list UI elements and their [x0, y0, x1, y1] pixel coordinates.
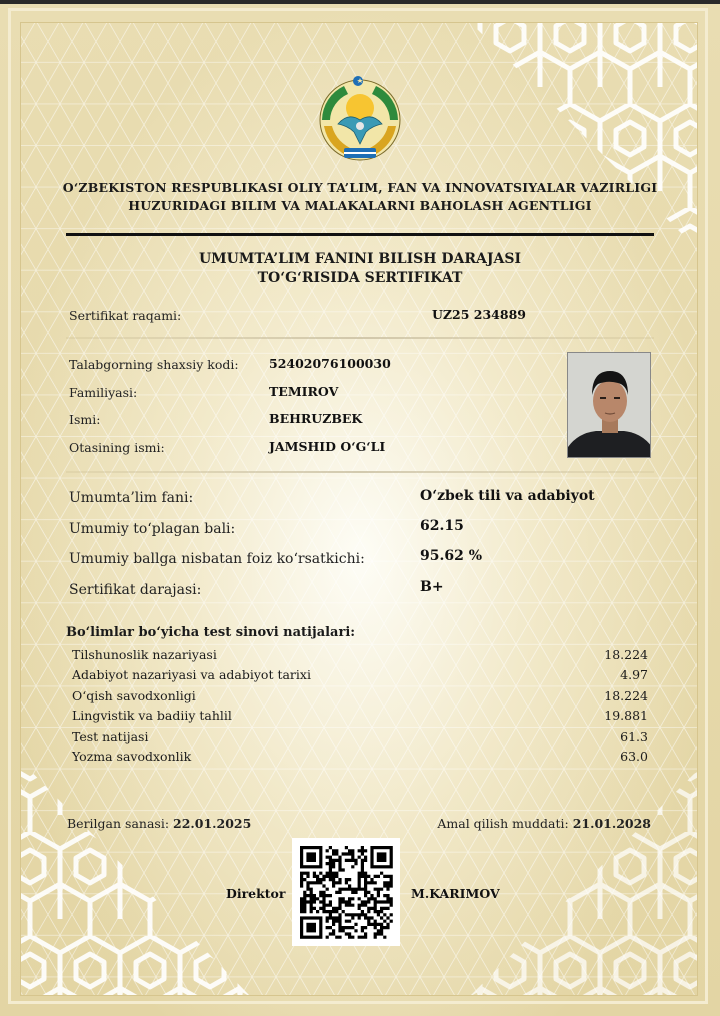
subject-value: O‘zbek tili va adabiyot — [420, 488, 595, 504]
certificate-title-line-2: TO‘G‘RISIDA SERTIFIKAT — [257, 270, 463, 286]
result-value: 4.97 — [620, 667, 648, 682]
divider — [66, 337, 654, 339]
certificate-number-value: UZ25 234889 — [432, 307, 526, 322]
level-value: B+ — [420, 579, 444, 595]
result-row — [72, 729, 648, 749]
director-label: Direktor — [226, 886, 286, 901]
result-name: Lingvistik va badiiy tahlil — [72, 708, 232, 723]
name-label: Ismi: — [69, 412, 101, 427]
valid-until — [437, 816, 651, 831]
valid-until-value: 21.01.2028 — [572, 816, 651, 831]
result-row — [72, 749, 648, 769]
result-row — [72, 647, 648, 667]
qr-code-icon[interactable] — [292, 838, 400, 946]
patronymic-value: JAMSHID O‘G‘LI — [269, 439, 386, 454]
result-name: Tilshunoslik nazariyasi — [72, 647, 217, 662]
percent-label: Umumiy ballga nisbatan foiz ko‘rsatkichi: — [69, 551, 365, 567]
ministry-line-2: HUZURIDAGI BILIM VA MALAKALARNI BAHOLASH AGENTLIGI — [128, 198, 592, 213]
pin-value: 52402076100030 — [269, 356, 391, 371]
valid-until-label: Amal qilish muddati: — [437, 816, 569, 831]
director-name: M.KARIMOV — [411, 886, 500, 901]
issued-date — [67, 816, 251, 831]
patronymic-label: Otasining ismi: — [69, 440, 165, 455]
surname-value: TEMIROV — [269, 384, 339, 399]
result-value: 18.224 — [604, 647, 648, 662]
issued-date-label: Berilgan sanasi: — [67, 816, 170, 831]
result-name: Test natijasi — [72, 729, 149, 744]
certificate-number-label: Sertifikat raqami: — [69, 308, 182, 323]
result-value: 18.224 — [604, 688, 648, 703]
result-value: 61.3 — [620, 729, 648, 744]
result-row — [72, 667, 648, 687]
subject-label: Umumta’lim fani: — [69, 490, 194, 506]
result-name: Adabiyot nazariyasi va adabiyot tarixi — [72, 667, 311, 682]
surname-label: Familiyasi: — [69, 385, 138, 400]
certificate-title-line-1: UMUMTA’LIM FANINI BILISH DARAJASI — [198, 251, 522, 267]
total-score-label: Umumiy to‘plagan bali: — [69, 521, 236, 537]
level-label: Sertifikat darajasi: — [69, 582, 202, 598]
result-value: 19.881 — [604, 708, 648, 723]
holder-photo — [567, 352, 651, 458]
issued-date-value: 22.01.2025 — [173, 816, 252, 831]
result-value: 63.0 — [620, 749, 648, 764]
pin-label: Talabgorning shaxsiy kodi: — [69, 357, 239, 372]
result-row — [72, 688, 648, 708]
ministry-line-1: O‘ZBEKISTON RESPUBLIKASI OLIY TA’LIM, FAN VA INNOVATSIYALAR VAZIRLIGI — [62, 180, 658, 195]
divider — [66, 471, 654, 473]
results-section-title: Bo‘limlar bo‘yicha test sinovi natijalari: — [66, 625, 356, 640]
header-divider — [66, 233, 654, 236]
result-row — [72, 708, 648, 728]
total-score-value: 62.15 — [420, 518, 464, 534]
percent-value: 95.62 % — [420, 548, 483, 564]
result-name: Yozma savodxonlik — [72, 749, 192, 764]
result-name: O‘qish savodxonligi — [72, 688, 196, 703]
name-value: BEHRUZBEK — [269, 411, 363, 426]
state-emblem-icon — [314, 74, 406, 162]
